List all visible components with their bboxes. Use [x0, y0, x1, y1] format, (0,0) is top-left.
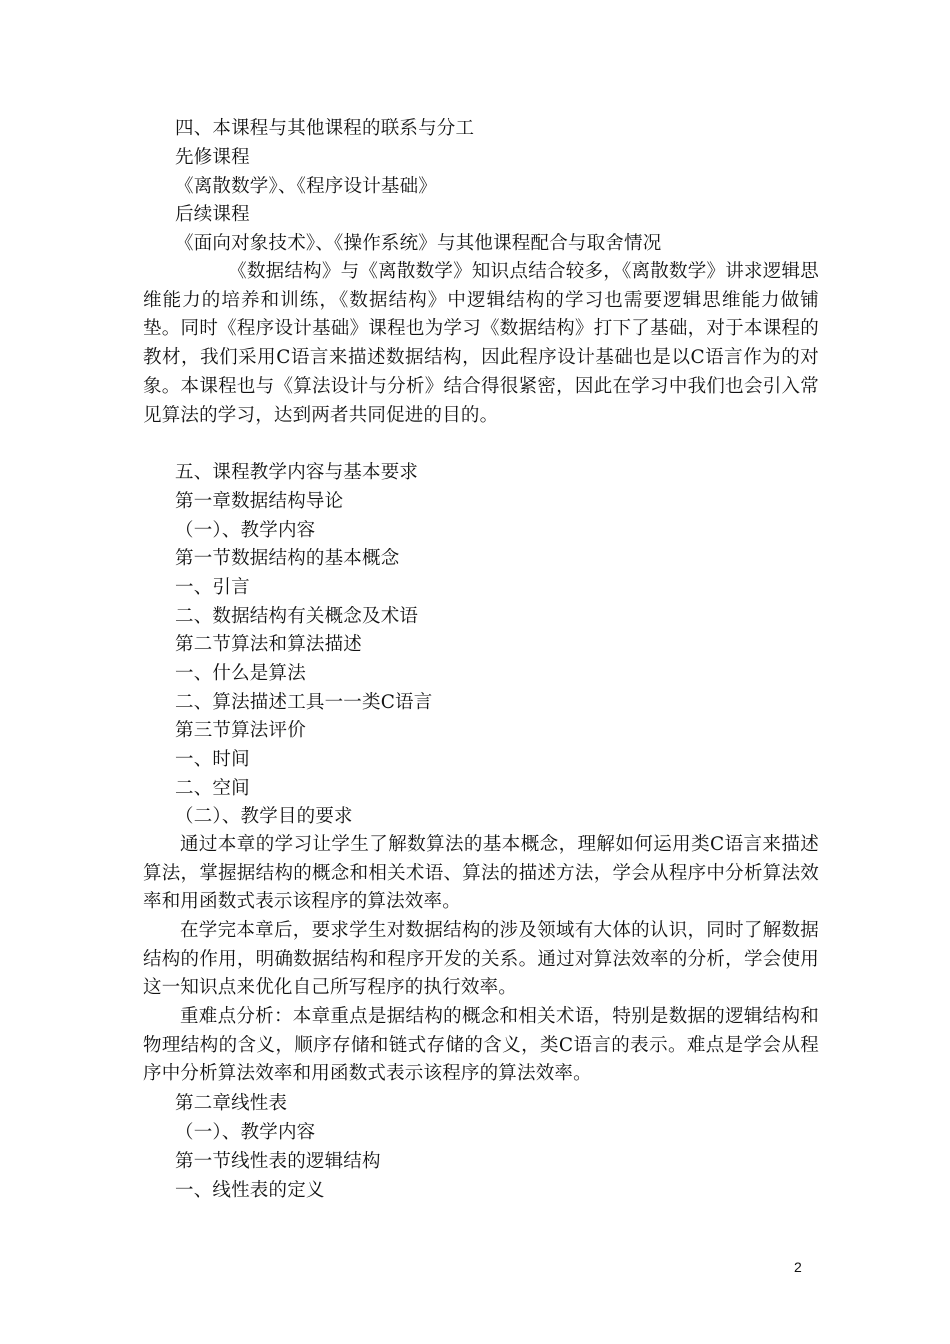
list-item: 一、引言	[175, 577, 250, 598]
list-item: 第三节算法评价	[175, 720, 306, 741]
subsection-label: （一）、教学内容	[175, 1122, 316, 1143]
list-item: 第二节算法和算法描述	[175, 634, 363, 655]
list-item: 二、数据结构有关概念及术语	[175, 606, 419, 627]
list-item: 一、线性表的定义	[175, 1180, 325, 1201]
list-item: 一、时间	[175, 749, 250, 770]
goals-paragraph	[143, 917, 819, 1003]
followup-courses: 《面向对象技术》、《操作系统》与其他课程配合与取舍情况	[175, 233, 662, 254]
page-number: 2	[794, 1259, 802, 1275]
section-heading-4: 四、本课程与其他课程的联系与分工	[175, 118, 475, 139]
goals-paragraph	[143, 831, 819, 917]
paragraph-text: 重难点分析：本章重点是据结构的概念和相关术语，特别是数据的逻辑结构和物理结构的含义，顺序存储和链式存储的含义，类C语言的表示。难点是学会从程序中分析算法效率和用函数式表示该程序的算法效率。	[143, 1006, 819, 1085]
prereq-courses: 《离散数学》、《程序设计基础》	[175, 176, 438, 197]
key-points-paragraph	[143, 1003, 819, 1089]
prereq-label: 先修课程	[175, 147, 250, 168]
list-item: 二、算法描述工具一一类C语言	[175, 692, 433, 713]
followup-label: 后续课程	[175, 204, 250, 225]
paragraph-text: 在学完本章后，要求学生对数据结构的涉及领域有大体的认识，同时了解数据结构的作用，明确数据结构和程序开发的关系。通过对算法效率的分析，学会使用这一知识点来优化自己所写程序的执行效率。	[143, 920, 819, 999]
relation-paragraph	[143, 258, 819, 430]
list-item: 一、什么是算法	[175, 663, 306, 684]
section-heading-5: 五、课程教学内容与基本要求	[175, 462, 419, 483]
chapter-title: 第一章数据结构导论	[175, 491, 344, 512]
paragraph-text: 通过本章的学习让学生了解数算法的基本概念，理解如何运用类C语言来描述算法，掌握据结构的概念和相关术语、算法的描述方法，学会从程序中分析算法效率和用函数式表示该程序的算法效率。	[143, 834, 819, 913]
subsection-label: （二）、教学目的要求	[175, 806, 353, 827]
chapter-title: 第二章线性表	[175, 1093, 288, 1114]
subsection-label: （一）、教学内容	[175, 520, 316, 541]
paragraph-text: 《数据结构》与《离散数学》知识点结合较多，《离散数学》讲求逻辑思维能力的培养和训练，《数据结构》中逻辑结构的学习也需要逻辑思维能力做铺垫。同时《程序设计基础》课程也为学习《数据结构》打下了基础，对于本课程的教材，我们采用C语言来描述数据结构，因此程序设计基础也是以C语言作为的对象。本课程也与《算法设计与分析》结合得很紧密，因此在学习中我们也会引入常见算法的学习，达到两者共同促进的目的。	[143, 261, 819, 426]
list-item: 第一节数据结构的基本概念	[175, 548, 400, 569]
list-item: 第一节线性表的逻辑结构	[175, 1151, 381, 1172]
list-item: 二、空间	[175, 778, 250, 799]
